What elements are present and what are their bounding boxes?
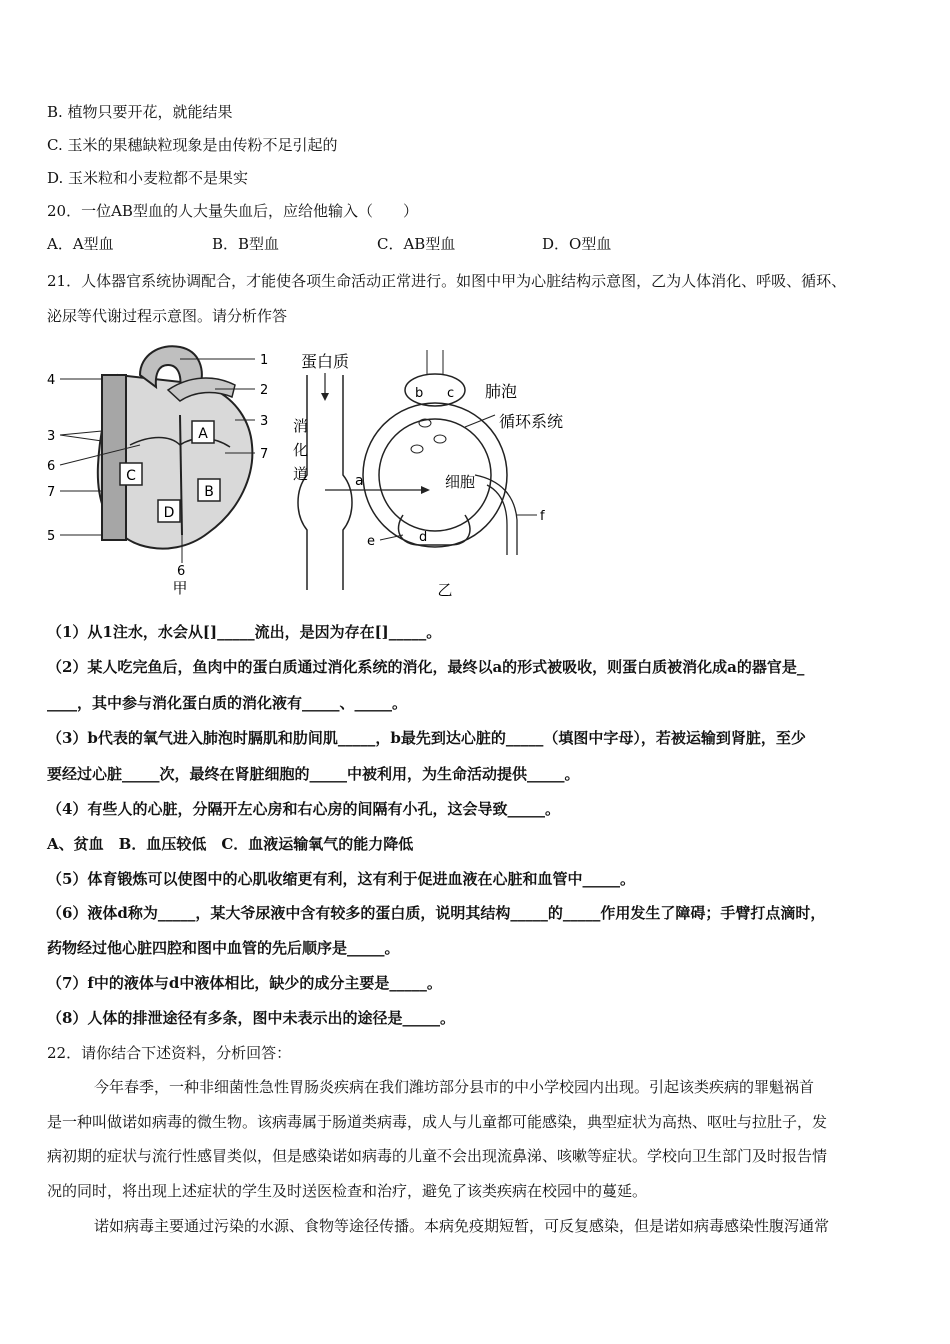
circulation-outer [363,403,507,547]
q22-p2-line1: 诺如病毒主要通过污染的水源、食物等途径传播。本病免疫期短暂，可反复感染，但是诺如病毒感染性腹泻通常 [94,1217,830,1235]
q21-stem-line2: 泌尿等代谢过程示意图。请分析作答 [47,307,288,325]
label-e: e [367,534,375,549]
label-a: a [355,473,364,489]
label-7-left: 7 [47,485,56,500]
q21-sub7: （7）f中的液体与d中液体相比，缺少的成分主要是_____。 [47,974,442,992]
label-7-right: 7 [260,447,269,462]
q22-p1-line4: 况的同时，将出现上述症状的学生及时送医检查和治疗，避免了该类疾病在校园中的蔓延。 [47,1182,648,1200]
q21-sub6-line2: 药物经过他心脏四腔和图中血管的先后顺序是_____。 [47,939,400,957]
q19-option-d: D. 玉米粒和小麦粒都不是果实 [47,169,249,187]
tract-char-1: 消 [293,417,309,435]
tract-char-3: 道 [293,465,309,483]
label-c: c [447,386,455,401]
caption-jia: 甲 [172,579,188,597]
label-f: f [540,509,545,524]
alveoli-shape [405,374,465,406]
q21-stem-line1: 21．人体器官系统协调配合，才能使各项生命活动正常进行。如图中甲为心脏结构示意图，乙为人体消化、呼吸、循环、 [47,272,847,290]
process-figure [285,345,575,605]
q20-stem: 20．一位AB型血的人大量失血后，应给他输入（ ） [47,202,418,220]
q22-p1-line2: 是一种叫做诺如病毒的微生物。该病毒属于肠道类病毒，成人与儿童都可能感染，典型症状为高热、呕吐与拉肚子，发 [47,1113,828,1131]
q22-p1-line3: 病初期的症状与流行性感冒类似，但是感染诺如病毒的儿童不会出现流鼻涕、咳嗽等症状。学校向卫生部门及时报告情 [47,1147,828,1165]
label-4: 4 [47,373,56,388]
label-3-right: 3 [260,414,269,429]
q21-sub1: （1）从1注水，水会从[]_____流出，是因为存在[]_____。 [47,623,442,641]
q19-option-c: C. 玉米的果穗缺粒现象是由传粉不足引起的 [47,136,338,154]
label-6-left: 6 [47,459,56,474]
q21-sub3-line2: 要经过心脏_____次，最终在肾脏细胞的_____中被利用，为生命活动提供_____。 [47,765,580,783]
q19-option-b: B. 植物只要开花，就能结果 [47,103,233,121]
alveoli-label: 肺泡 [485,382,518,401]
chamber-b-label: B [204,484,214,500]
label-b: b [415,386,424,401]
q20-option-b: B．B型血 [212,235,280,253]
heart-figure [40,335,280,600]
q21-sub4: （4）有些人的心脏，分隔开左心房和右心房的间隔有小孔，这会导致_____。 [47,800,560,818]
label-3-left: 3 [47,429,56,444]
q20-option-c: C．AB型血 [377,235,456,253]
protein-label: 蛋白质 [300,352,350,371]
kidney-shape [398,515,470,545]
chamber-c-label: C [126,468,136,484]
vena-cava [102,375,126,540]
q22-p1-line1: 今年春季，一种非细菌性急性胃肠炎疾病在我们潍坊部分县市的中小学校园内出现。引起该类疾病的罪魁祸首 [94,1078,815,1096]
q22-stem: 22．请你结合下述资料，分析回答： [47,1044,292,1062]
tract-char-2: 化 [293,441,309,459]
chamber-a-label: A [198,426,208,442]
q20-option-a: A．A型血 [47,235,114,253]
label-5: 5 [47,529,56,544]
q21-sub8: （8）人体的排泄途径有多条，图中未表示出的途径是_____。 [47,1009,455,1027]
q21-sub2-line2: ____，其中参与消化蛋白质的消化液有_____、_____。 [47,694,408,712]
q21-sub2-line1: （2）某人吃完鱼后，鱼肉中的蛋白质通过消化系统的消化，最终以a的形式被吸收，则蛋白质被消化成a的器官是_ [47,658,805,676]
label-1: 1 [260,353,269,368]
q21-sub6-line1: （6）液体d称为_____，某大爷尿液中含有较多的蛋白质，说明其结构_____的_____作用发生了障碍；手臂打点滴时， [47,904,826,922]
q21-sub3-line1: （3）b代表的氧气进入肺泡时膈肌和肋间肌_____，b最先到达心脏的_____（填图中字母），若被运输到肾脏，至少 [47,729,806,747]
q21-sub5: （5）体育锻炼可以使图中的心肌收缩更有利，这有利于促进血液在心脏和血管中_____。 [47,870,635,888]
label-d: d [419,530,428,545]
cell-label: 细胞 [445,473,476,491]
q21-sub4-options: A、贫血 B．血压较低 C．血液运输氧气的能力降低 [47,835,414,853]
caption-yi: 乙 [437,581,453,599]
q20-option-d: D．O型血 [542,235,612,253]
label-6-bottom: 6 [177,564,186,579]
circulation-label: 循环系统 [499,412,564,431]
label-2: 2 [260,383,269,398]
chamber-d-label: D [163,505,175,521]
